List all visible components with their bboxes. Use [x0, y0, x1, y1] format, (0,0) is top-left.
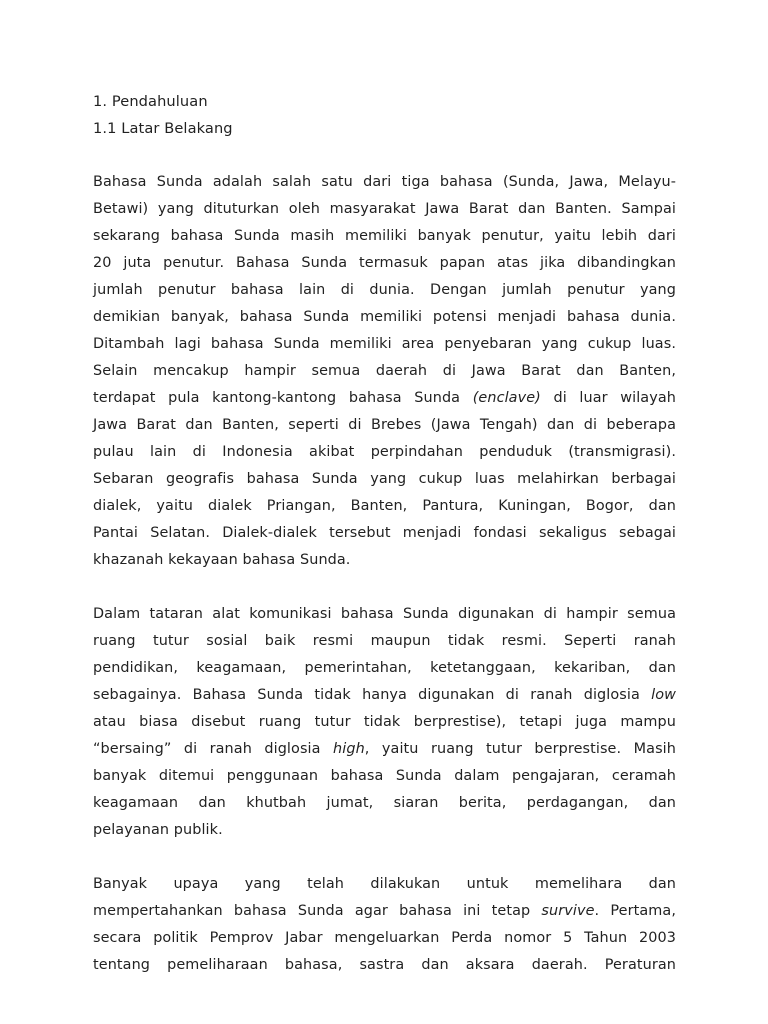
- paragraph-line: Jawa Barat dan Banten, seperti di Brebes (Jawa Tengah) dan di beberapa: [93, 417, 676, 433]
- paragraph-line: Pantai Selatan. Dialek-dialek tersebut menjadi fondasi sekaligus sebagai: [93, 525, 676, 541]
- paragraph-line: “bersaing” di ranah diglosia high, yaitu ruang tutur berprestise. Masih: [93, 741, 676, 757]
- paragraph-line: keagamaan dan khutbah jumat, siaran berita, perdagangan, dan: [93, 795, 676, 811]
- paragraph-line: terdapat pula kantong-kantong bahasa Sunda (enclave) di luar wilayah: [93, 390, 676, 406]
- paragraph-line: sebagainya. Bahasa Sunda tidak hanya digunakan di ranah diglosia low: [93, 687, 676, 703]
- paragraph-line: ruang tutur sosial baik resmi maupun tidak resmi. Seperti ranah: [93, 633, 676, 649]
- paragraph-line: jumlah penutur bahasa lain di dunia. Dengan jumlah penutur yang: [93, 282, 676, 298]
- italic-term: (enclave): [472, 390, 541, 406]
- paragraphs: [93, 169, 676, 979]
- paragraph-line: Ditambah lagi bahasa Sunda memiliki area penyebaran yang cukup luas.: [93, 336, 676, 352]
- italic-term: survive: [541, 903, 595, 919]
- paragraph-line: demikian banyak, bahasa Sunda memiliki potensi menjadi bahasa dunia.: [93, 309, 676, 325]
- paragraph-line: tentang pemeliharaan bahasa, sastra dan aksara daerah. Peraturan: [93, 957, 676, 973]
- paragraph-line: 20 juta penutur. Bahasa Sunda termasuk papan atas jika dibandingkan: [93, 255, 676, 271]
- paragraph-line: secara politik Pemprov Jabar mengeluarkan Perda nomor 5 Tahun 2003: [93, 930, 676, 946]
- paragraph-line: dialek, yaitu dialek Priangan, Banten, Pantura, Kuningan, Bogor, dan: [93, 498, 676, 514]
- paragraph-line: Dalam tataran alat komunikasi bahasa Sunda digunakan di hampir semua: [93, 606, 676, 622]
- paragraph-line: mempertahankan bahasa Sunda agar bahasa ini tetap survive. Pertama,: [93, 903, 676, 919]
- paragraph-line: pendidikan, keagamaan, pemerintahan, ketetanggaan, kekariban, dan: [93, 660, 676, 676]
- italic-term: high: [333, 741, 365, 757]
- paragraph-line: atau biasa disebut ruang tutur tidak berprestise), tetapi juga mampu: [93, 714, 676, 730]
- document-body: [93, 88, 676, 979]
- paragraph: [93, 871, 676, 979]
- paragraph-line: pelayanan publik.: [93, 822, 223, 838]
- paragraph-line: Sebaran geografis bahasa Sunda yang cukup luas melahirkan berbagai: [93, 471, 676, 487]
- paragraph: [93, 169, 676, 574]
- paragraph-line: banyak ditemui penggunaan bahasa Sunda dalam pengajaran, ceramah: [93, 768, 676, 784]
- subsection-heading: 1.1 Latar Belakang: [93, 120, 233, 137]
- paragraph: [93, 601, 676, 844]
- paragraph-line: Selain mencakup hampir semua daerah di Jawa Barat dan Banten,: [93, 363, 676, 379]
- italic-term: low: [651, 687, 676, 703]
- paragraph-line: Banyak upaya yang telah dilakukan untuk memelihara dan: [93, 876, 676, 892]
- paragraph-line: khazanah kekayaan bahasa Sunda.: [93, 552, 351, 568]
- section-heading: 1. Pendahuluan: [93, 93, 208, 110]
- paragraph-line: Bahasa Sunda adalah salah satu dari tiga bahasa (Sunda, Jawa, Melayu-: [93, 174, 676, 190]
- paragraph-line: Betawi) yang dituturkan oleh masyarakat Jawa Barat dan Banten. Sampai: [93, 201, 676, 217]
- paragraph-line: sekarang bahasa Sunda masih memiliki banyak penutur, yaitu lebih dari: [93, 228, 676, 244]
- paragraph-line: pulau lain di Indonesia akibat perpindahan penduduk (transmigrasi).: [93, 444, 676, 460]
